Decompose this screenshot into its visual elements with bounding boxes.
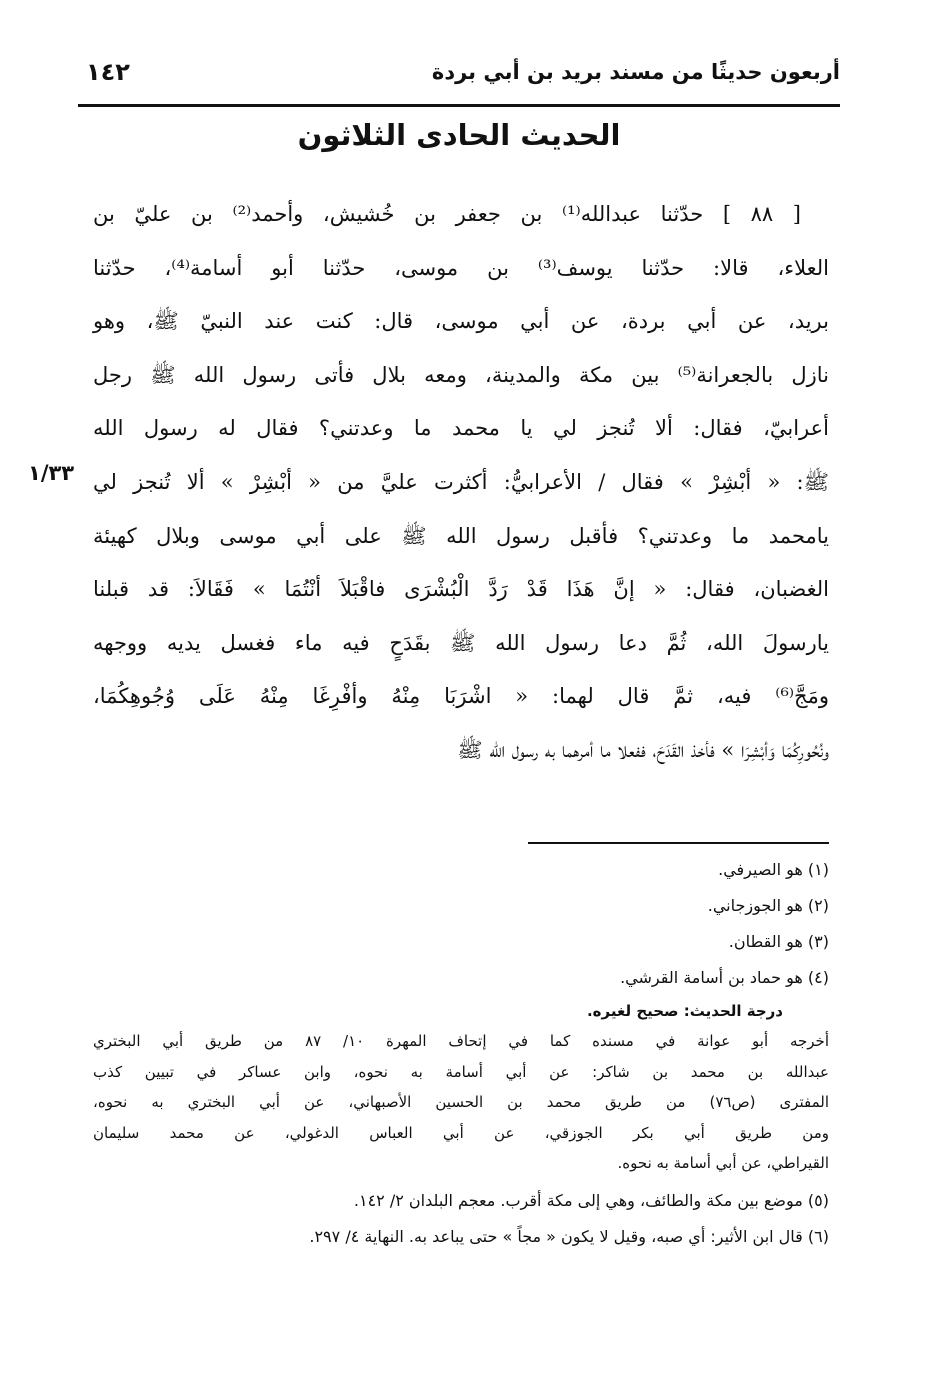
footnotes xyxy=(93,852,829,1255)
running-title: أربعون حديثًا من مسند بريد بن أبي بردة xyxy=(431,60,840,84)
takhrij-line: القيراطي، عن أبي أسامة به نحوه. xyxy=(617,1154,829,1172)
header-rule xyxy=(78,104,840,107)
body-line: ﷺ: « أبْشِرْ » فقال / الأعرابيُّ: أكثرت عليَّ من « أبْشِرْ » ألا تُنجز لي xyxy=(93,469,829,494)
footnote-5: (٥) موضع بين مكة والطائف، وهي إلى مكة أقرب. معجم البلدان ٢/ ١٤٢. xyxy=(353,1190,829,1210)
body-line: ومَجَّ⁽⁶⁾ فيه، ثمَّ قال لهما: « اشْرَبَا مِنْهُ وأفْرِغَا مِنْهُ عَلَى وُجُوهِكُمَا، xyxy=(93,684,829,709)
footnote-4: (٤) هو حماد بن أسامة القرشي. xyxy=(620,968,829,987)
hadith-grade: درجة الحديث: صحيح لغيره. xyxy=(586,1002,783,1020)
body-line: ونُحُورِكُمَا وَأبْشِرَا » فأخذ القَدَحَ، ففعلا ما أمرهما به رسول الله ﷺ xyxy=(457,737,829,762)
footnote-6: (٦) قال ابن الأثير: أي صبه، وقيل لا يكون « مجاً » حتى يباعد به. النهاية ٤/ ٢٩٧. xyxy=(309,1226,829,1246)
body-line: أعرابيّ، فقال: ألا تُنجز لي يا محمد ما وعدتني؟ فقال له رسول الله xyxy=(93,416,829,441)
takhrij-line: عبدالله بن محمد بن شاكر: عن أبي أسامة به نحوه، وابن عساكر في تبيين كذب xyxy=(93,1062,829,1081)
body-line: بريد، عن أبي بردة، عن أبي موسى، قال: كنت عند النبيّ ﷺ، وهو xyxy=(93,309,829,334)
body-line: الغضبان، فقال: « إنَّ هَذَا قَدْ رَدَّ الْبُشْرَى فاقْبَلاَ أنْتُمَا » فَقَالاَ: قد قبلنا xyxy=(93,577,829,602)
body-line: يارسولَ الله، ثُمَّ دعا رسول الله ﷺ بقَدَحٍ فيه ماء فغسل يديه ووجهه xyxy=(93,630,829,655)
hadith-body xyxy=(93,188,829,778)
body-line: يامحمد ما وعدتني؟ فأقبل رسول الله ﷺ على أبي موسى وبلال كهيئة xyxy=(93,523,829,548)
hadith-title: الحديث الحادى الثلاثون xyxy=(297,118,621,152)
takhrij-line: أخرجه أبو عوانة في مسنده كما في إتحاف المهرة ١٠/ ٨٧ من طريق أبي البختري xyxy=(93,1032,829,1050)
body-line: [ ٨٨ ] حدّثنا عبدالله⁽¹⁾ بن جعفر بن خُشيش، وأحمد⁽²⁾ بن عليّ بن xyxy=(93,202,801,226)
takhrij-line: المفترى (ص٧٦) من طريق محمد بن الحسين الأصبهاني، عن أبي البختري به نحوه، xyxy=(93,1093,829,1111)
margin-note: ١/٣٣ xyxy=(28,461,75,485)
footnote-1: (١) هو الصيرفي. xyxy=(718,860,829,879)
takhrij-line: ومن طريق أبي بكر الجوزقي، عن أبي العباس الدغولي، عن محمد سليمان xyxy=(93,1123,829,1142)
body-line: نازل بالجعرانة⁽⁵⁾ بين مكة والمدينة، ومعه بلال فأتى رسول الله ﷺ رجل xyxy=(93,362,829,387)
footnote-divider xyxy=(528,842,829,844)
footnote-2: (٢) هو الجوزجاني. xyxy=(707,896,829,915)
footnote-3: (٣) هو القطان. xyxy=(728,932,829,951)
body-line: العلاء، قالا: حدّثنا يوسف⁽³⁾ بن موسى، حدّثنا أبو أسامة⁽⁴⁾، حدّثنا xyxy=(93,255,829,280)
page-header xyxy=(78,52,840,102)
page-number: ١٤٢ xyxy=(86,58,130,86)
